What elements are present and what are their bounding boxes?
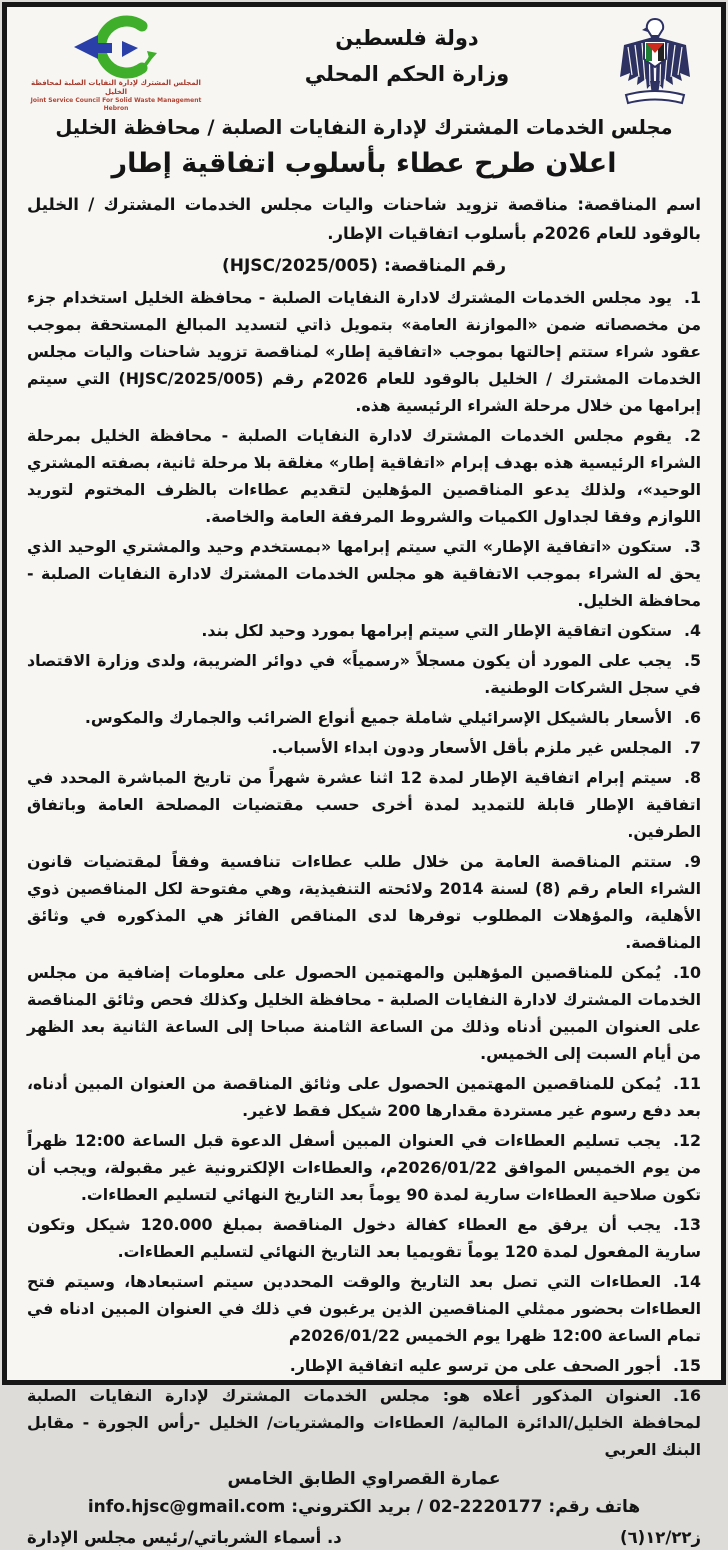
list-item	[27, 1127, 701, 1208]
palestine-emblem-icon	[609, 15, 701, 111]
item-text: يجب على المورد أن يكون مسجلاً «رسمياً» في دوائر الضريبة، ولدى وزارة الاقتصاد في سجل الشركات الوطنية.	[27, 651, 701, 697]
item-text: المجلس غير ملزم بأقل الأسعار ودون ابداء الأسباب.	[271, 738, 672, 757]
page-header	[27, 15, 701, 113]
item-number: 2.	[683, 426, 701, 445]
item-text: يجب تسليم العطاءات في العنوان المبين أسفل الدعوة قبل الساعة 12:00 ظهراً من يوم الخميس الموافق 2026/01/22م، والعطاءات الإلكترونية غير مقبولة، ويجب أن تكون صلاحية العطاءات سارية لمدة 90 يوماً بعد التاريخ النهائي لتسليم العطاءات.	[27, 1131, 701, 1204]
list-item	[27, 848, 701, 956]
state-title: دولة فلسطين	[335, 26, 479, 50]
item-text: ستتم المناقصة العامة من خلال طلب عطاءات تنافسية وفقاً لمقتضيات قانون الشراء العام رقم (8) لسنة 2014 ولائحته التنفيذية، وهي مفتوحة لكل المناقصين ذوي الأهلية، والمؤهلات المطلوب توفرها لدى المناقص الفائز هي المذكوره في وثائق المناقصة.	[27, 852, 701, 952]
item-number: 9.	[683, 852, 701, 871]
tender-announcement-page	[2, 2, 726, 1547]
item-number: 3.	[683, 537, 701, 556]
list-item	[27, 1211, 701, 1265]
list-item	[27, 959, 701, 1067]
item-number: 12.	[673, 1131, 701, 1150]
list-item	[27, 764, 701, 845]
list-item	[27, 617, 701, 644]
item-text: يجب أن يرفق مع العطاء كفالة دخول المناقصة بمبلغ 120.000 شيكل وتكون سارية المفعول لمدة 120 يوماً تقويميا بعد التاريخ النهائي لتسليم العطاءات.	[27, 1215, 701, 1261]
item-number: 5.	[683, 651, 701, 670]
item-text: ستكون «اتفاقية الإطار» التي سيتم إبرامها «بمستخدم وحيد والمشتري الوحيد الذي يحق له الشراء بموجب الاتفاقية هو مجلس الخدمات المشترك لادارة النفايات الصلبة - محافظة الخليل.	[27, 537, 701, 610]
filing-mark: ز١٢/٢٢(٦)	[620, 1528, 701, 1547]
item-text: سيتم إبرام اتفاقية الإطار لمدة 12 اثنا عشرة شهراً من تاريخ المباشرة المحدد في اتفاقية الإطار قابلة للتمديد لمدة أخرى حسب مقتضيات المصلحة العامة وباتفاق الطرفين.	[27, 768, 701, 841]
item-text: يُمكن للمناقصين المهتمين الحصول على وثائق المناقصة من العنوان المبين أدناه، بعد دفع رسوم غير مستردة مقدارها 200 شيكل فقط لاغير.	[27, 1074, 701, 1120]
list-item	[27, 284, 701, 419]
item-text: أجور الصحف على من ترسو عليه اتفاقية الإطار.	[289, 1356, 661, 1375]
item-number: 10.	[673, 963, 701, 982]
tender-number-line: رقم المناقصة: (HJSC/2025/005)	[221, 256, 507, 276]
list-item	[27, 1268, 701, 1349]
council-logo-block	[27, 15, 205, 113]
signature-row	[27, 1526, 701, 1550]
contact-line	[27, 1494, 701, 1521]
email-label: / بريد الكتروني:	[291, 1497, 424, 1517]
list-item	[27, 1382, 701, 1463]
item-text: ستكون اتفاقية الإطار التي سيتم إبرامها بمورد وحيد لكل بند.	[201, 621, 672, 640]
header-center	[205, 15, 609, 89]
item-number: 11.	[673, 1074, 701, 1093]
tender-conditions-list	[27, 284, 701, 1463]
item-number: 16.	[673, 1386, 701, 1405]
list-item	[27, 704, 701, 731]
tender-name-line: اسم المناقصة: مناقصة تزويد شاحنات واليات مجلس الخدمات المشترك / الخليل بالوقود للعام 2026م بأسلوب اتفاقيات الإطار.	[27, 195, 701, 243]
list-item	[27, 1352, 701, 1379]
logo-caption-arabic: المجلس المشترك لإدارة النفايات الصلبة لمحافظة الخليل	[31, 79, 201, 96]
building-address-line: عمارة القصراوي الطابق الخامس	[227, 1469, 501, 1489]
item-number: 6.	[683, 708, 701, 727]
list-item	[27, 1070, 701, 1124]
item-number: 14.	[673, 1272, 701, 1291]
list-item	[27, 647, 701, 701]
logo-caption-english: Joint Service Council For Solid Waste Management Hebron	[30, 97, 202, 112]
phone-number: 02-2220177	[428, 1497, 543, 1517]
council-name: مجلس الخدمات المشترك لإدارة النفايات الصلبة / محافظة الخليل	[55, 116, 673, 139]
list-item	[27, 734, 701, 761]
phone-label: هاتف رقم:	[548, 1497, 641, 1517]
list-item	[27, 533, 701, 614]
item-number: 1.	[683, 288, 701, 307]
item-number: 15.	[673, 1356, 701, 1375]
item-text: يُمكن للمناقصين المؤهلين والمهتمين الحصول على معلومات إضافية من مجلس الخدمات المشترك لادارة النفايات الصلبة - محافظة الخليل وكذلك فحص وثائق المناقصة على العنوان المبين أدناه وذلك من الساعة الثامنة صباحا إلى الساعة الثانية بعد الظهر من أيام السبت إلى الخميس.	[27, 963, 701, 1063]
item-number: 13.	[673, 1215, 701, 1234]
item-number: 7.	[683, 738, 701, 757]
chairperson-signature: د. أسماء الشرباتي/رئيس مجلس الإدارة	[27, 1528, 342, 1547]
list-item	[27, 422, 701, 530]
item-number: 4.	[683, 621, 701, 640]
ministry-title: وزارة الحكم المحلي	[304, 62, 510, 86]
item-text: العطاءات التي تصل بعد التاريخ والوقت المحددين سيتم استبعادها، وسيتم فتح العطاءات بحضور ممثلي المناقصين الذين يرغبون في ذلك في العنوان المبين ادناه في تمام الساعة 12:00 ظهرا يوم الخميس 2026/01/22م	[27, 1272, 701, 1345]
council-logo-icon	[27, 17, 205, 79]
email-address: info.hjsc@gmail.com	[87, 1497, 286, 1517]
item-text: يقوم مجلس الخدمات المشترك لادارة النفايات الصلبة - محافظة الخليل بمرحلة الشراء الرئيسية هذه بهدف إبرام «اتفاقية إطار» مغلقة بلا مرحلة ثانية، بصفته المشتري الوحيد»، ولذلك يدعو المناقصين المؤهلين لتقديم عطاءات بالظرف المختوم لتوريد اللوازم وفقا لجداول الكميات والشروط المرفقة العامة والخاصة.	[27, 426, 701, 526]
item-text: العنوان المذكور أعلاه هو: مجلس الخدمات المشترك لإدارة النفايات الصلبة لمحافظة الخليل/الدائرة المالية/ العطاءات والمشتريات/ الخليل -رأس الجورة - مقابل البنك العربي	[27, 1386, 701, 1459]
item-text: الأسعار بالشيكل الإسرائيلي شاملة جميع أنواع الضرائب والجمارك والمكوس.	[84, 708, 672, 727]
announcement-title: اعلان طرح عطاء بأسلوب اتفاقية إطار	[111, 148, 617, 179]
item-text: يود مجلس الخدمات المشترك لادارة النفايات الصلبة - محافظة الخليل استخدام جزء من مخصصاته ضمن «الموازنة العامة» بتمويل ذاتي لتسديد المبالغ المستحقة بموجب عقود شراء ستتم إحالتها بموجب «اتفاقية إطار» لمناقصة تزويد شاحنات واليات مجلس الخدمات المشترك / الخليل بالوقود للعام 2026م رقم (HJSC/2025/005) التي سيتم إبرامها من خلال مرحلة الشراء الرئيسية هذه.	[27, 288, 701, 415]
item-number: 8.	[683, 768, 701, 787]
